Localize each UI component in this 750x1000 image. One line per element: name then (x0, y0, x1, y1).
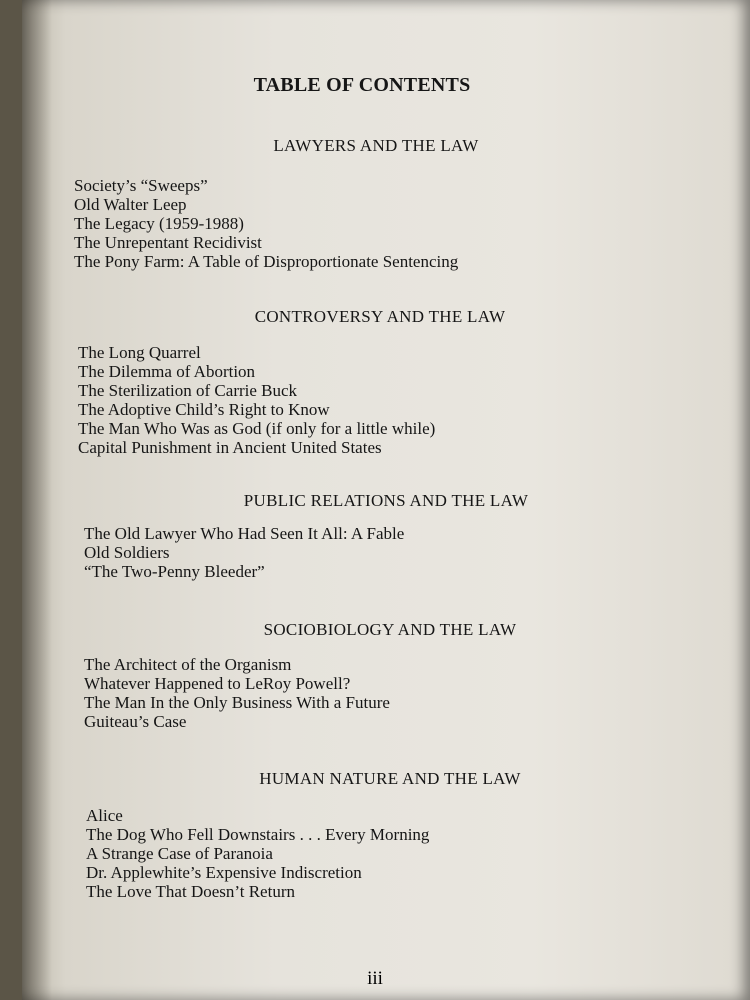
table-of-contents (22, 0, 750, 1000)
section-heading: PUBLIC RELATIONS AND THE LAW (243, 491, 529, 510)
list-item: Society’s “Sweeps” (74, 176, 208, 195)
list-item: Alice (86, 806, 123, 825)
book-page (22, 0, 750, 1000)
list-item: The Dilemma of Abortion (78, 362, 256, 381)
list-item: Dr. Applewhite’s Expensive Indiscretion (86, 863, 362, 882)
entry-list (84, 524, 404, 581)
list-item: The Unrepentant Recidivist (74, 233, 262, 252)
list-item: The Architect of the Organism (84, 655, 292, 674)
entry-list (74, 176, 458, 271)
list-item: A Strange Case of Paranoia (86, 844, 273, 863)
list-item: The Pony Farm: A Table of Disproportionate Sentencing (74, 252, 459, 271)
list-item: “The Two-Penny Bleeder” (84, 562, 265, 581)
list-item: The Man Who Was as God (if only for a little while) (78, 419, 436, 438)
list-item: The Old Lawyer Who Had Seen It All: A Fable (84, 524, 405, 543)
list-item: The Adoptive Child’s Right to Know (78, 400, 330, 419)
entry-list (78, 343, 435, 457)
list-item: Old Walter Leep (74, 195, 187, 214)
list-item: Old Soldiers (84, 543, 170, 562)
section-heading: CONTROVERSY AND THE LAW (254, 307, 506, 326)
list-item: The Long Quarrel (78, 343, 201, 362)
list-item: Guiteau’s Case (84, 712, 187, 731)
list-item: The Legacy (1959-1988) (74, 214, 244, 233)
list-item: Capital Punishment in Ancient United States (78, 438, 382, 457)
section-heading: HUMAN NATURE AND THE LAW (259, 769, 521, 788)
page-title: TABLE OF CONTENTS (253, 74, 471, 96)
entry-list (86, 806, 429, 901)
list-item: Whatever Happened to LeRoy Powell? (84, 674, 351, 693)
list-item: The Sterilization of Carrie Buck (78, 381, 298, 400)
list-item: The Love That Doesn’t Return (86, 882, 295, 901)
list-item: The Man In the Only Business With a Future (84, 693, 390, 712)
section-heading: LAWYERS AND THE LAW (273, 136, 479, 155)
list-item: The Dog Who Fell Downstairs . . . Every Morning (86, 825, 430, 844)
page-number: iii (367, 968, 383, 989)
section-heading: SOCIOBIOLOGY AND THE LAW (263, 620, 517, 639)
entry-list (84, 655, 390, 731)
